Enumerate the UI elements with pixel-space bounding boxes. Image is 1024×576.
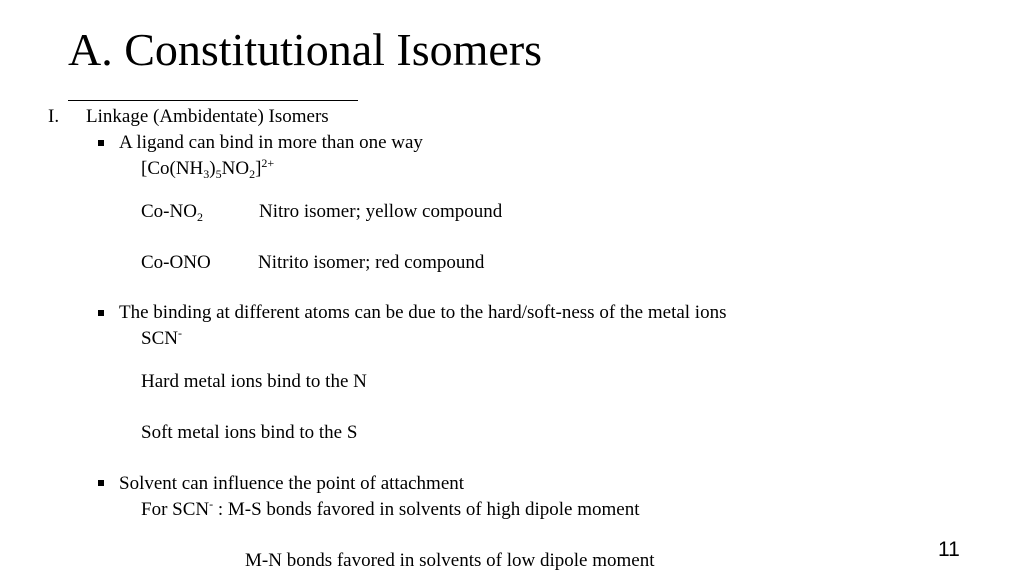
slide-title: A. Constitutional Isomers [68,24,543,75]
solvent-low-dipole: M-N bonds favored in solvents of low dipole moment [245,550,655,571]
bullet-solvent: Solvent can influence the point of attachment [119,473,465,494]
nitro-formula [141,200,203,224]
nitrito-formula: Co-ONO [141,252,211,273]
ligand-base: SCN [141,328,178,349]
ligand-charge: - [177,326,182,340]
formula-part: [Co(NH [141,158,204,179]
hard-metal-line: Hard metal ions bind to the N [141,371,367,392]
title-underline [68,100,358,101]
page-number: 11 [938,538,960,561]
nitro-formula-subscript: 2 [196,210,203,224]
formula-part: ] [255,158,262,179]
for-charge: - [209,497,214,511]
section-heading: Linkage (Ambidentate) Isomers [86,106,329,127]
formula-charge: 2+ [261,156,275,170]
formula-subscript: 3 [203,167,210,181]
thiocyanate-ligand [141,327,182,351]
bullet-icon [98,310,104,316]
high-dipole-text: : M-S bonds favored in solvents of high dipole moment [213,499,640,520]
solvent-high-dipole [141,498,640,522]
soft-metal-line: Soft metal ions bind to the S [141,422,358,443]
section-marker: I. [48,106,60,127]
bullet-ligand-binding: A ligand can bind in more than one way [119,132,423,153]
complex-formula [141,157,274,181]
nitro-formula-base: Co-NO [141,201,197,222]
nitro-description: Nitro isomer; yellow compound [259,201,503,222]
for-prefix: For SCN [141,499,210,520]
formula-subscript: 2 [249,167,256,181]
bullet-hard-soft: The binding at different atoms can be due to the hard/soft-ness of the metal ions [119,302,727,323]
bullet-icon [98,480,104,486]
bullet-icon [98,140,104,146]
formula-subscript: 5 [215,167,222,181]
formula-part: NO [221,158,250,179]
nitrito-description: Nitrito isomer; red compound [258,252,485,273]
formula-part: ) [209,158,216,179]
